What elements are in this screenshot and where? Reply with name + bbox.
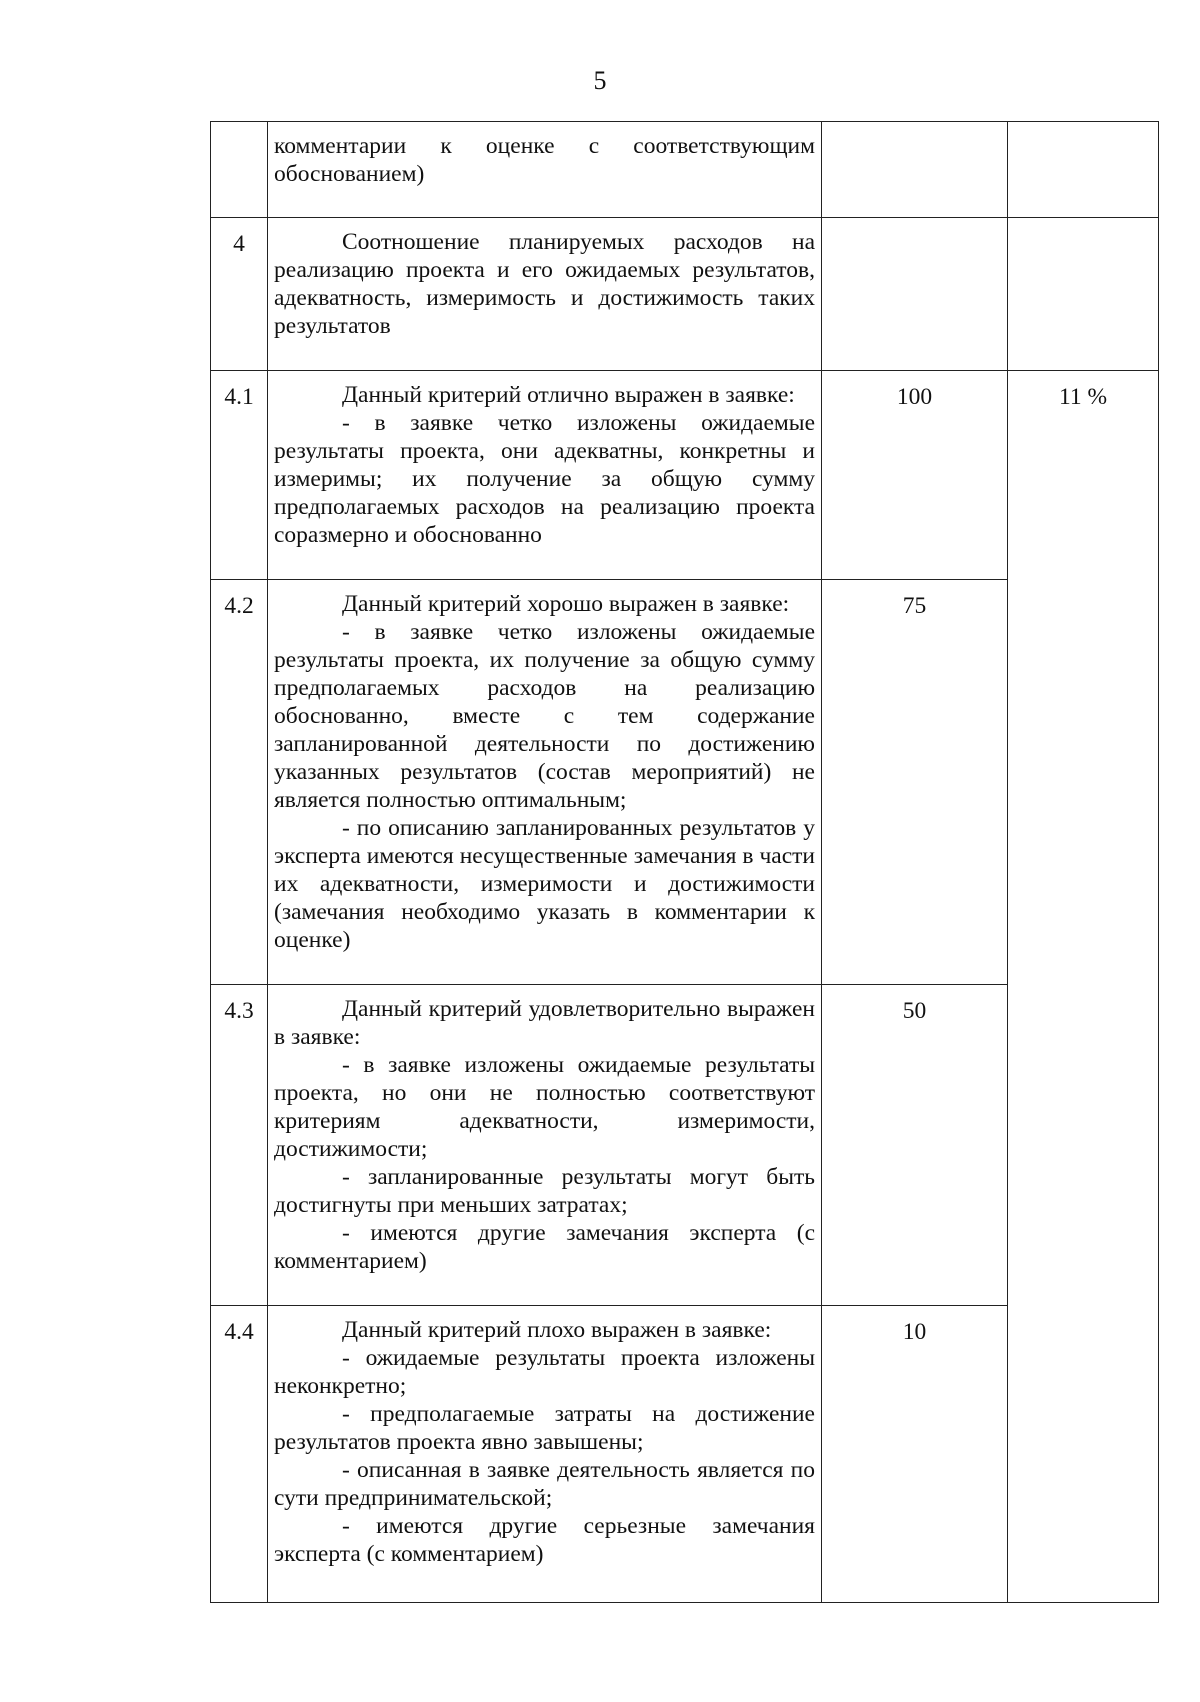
row-number: 4.1: [211, 371, 268, 580]
criterion-paragraph: - в заявке изложены ожидаемые результаты проекта, но они не полностью соответствуют критериям адекватности, измеримости, достижимости;: [274, 1052, 815, 1162]
criterion-text: [268, 580, 822, 985]
score-cell: 50: [822, 985, 1008, 1306]
row-number: 4: [211, 218, 268, 371]
page-number: 5: [593, 66, 607, 95]
criterion-paragraph: - запланированные результаты могут быть достигнуты при меньших затратах;: [274, 1164, 815, 1218]
criterion-text: [268, 122, 822, 218]
criterion-paragraph: - в заявке четко изложены ожидаемые результаты проекта, их получение за общую сумму предполагаемых расходов на реализацию обоснованно, вместе с тем содержание запланированной деятельности по достижению указанных результатов (состав мероприятий) не является полностью оптимальным;: [274, 619, 815, 813]
criterion-text: [268, 218, 822, 371]
criterion-paragraph: - имеются другие замечания эксперта (с комментарием): [274, 1220, 815, 1274]
weight-cell: [1008, 218, 1159, 371]
criterion-paragraph: - ожидаемые результаты проекта изложены неконкретно;: [274, 1345, 815, 1399]
row-number: 4.4: [211, 1306, 268, 1603]
weight-cell: [1008, 122, 1159, 218]
criterion-text: [268, 1306, 822, 1603]
criteria-table: [210, 121, 1159, 1603]
criterion-paragraph: Данный критерий отлично выражен в заявке:: [342, 382, 795, 408]
criterion-text: [268, 371, 822, 580]
criterion-paragraph: - имеются другие серьезные замечания эксперта (с комментарием): [274, 1513, 815, 1567]
table-row: [211, 122, 1159, 218]
weight-cell: 11 %: [1008, 371, 1159, 1603]
score-cell: 100: [822, 371, 1008, 580]
criterion-paragraph: Данный критерий плохо выражен в заявке:: [342, 1317, 772, 1343]
score-cell: [822, 218, 1008, 371]
criterion-paragraph: - описанная в заявке деятельность является по сути предпринимательской;: [274, 1457, 815, 1511]
criterion-paragraph: комментарии к оценке с соответствующим обоснованием): [274, 133, 815, 187]
row-number: 4.3: [211, 985, 268, 1306]
criterion-text: [268, 985, 822, 1306]
criterion-paragraph: Данный критерий удовлетворительно выражен в заявке:: [274, 996, 815, 1050]
score-cell: 75: [822, 580, 1008, 985]
criterion-paragraph: - по описанию запланированных результатов у эксперта имеются несущественные замечания в части их адекватности, измеримости и достижимости (замечания необходимо указать в комментарии к оценке): [274, 815, 815, 953]
score-cell: 10: [822, 1306, 1008, 1603]
criterion-paragraph: Соотношение планируемых расходов на реализацию проекта и его ожидаемых результатов, адекватность, измеримость и достижимость таких результатов: [274, 229, 815, 339]
table-row: [211, 218, 1159, 371]
row-number: [211, 122, 268, 218]
row-number: 4.2: [211, 580, 268, 985]
table-row: [211, 371, 1159, 580]
criterion-paragraph: - в заявке четко изложены ожидаемые результаты проекта, они адекватны, конкретны и измеримы; их получение за общую сумму предполагаемых расходов на реализацию проекта соразмерно и обоснованно: [274, 410, 815, 548]
criterion-paragraph: Данный критерий хорошо выражен в заявке:: [342, 591, 790, 617]
score-cell: [822, 122, 1008, 218]
criterion-paragraph: - предполагаемые затраты на достижение результатов проекта явно завышены;: [274, 1401, 815, 1455]
